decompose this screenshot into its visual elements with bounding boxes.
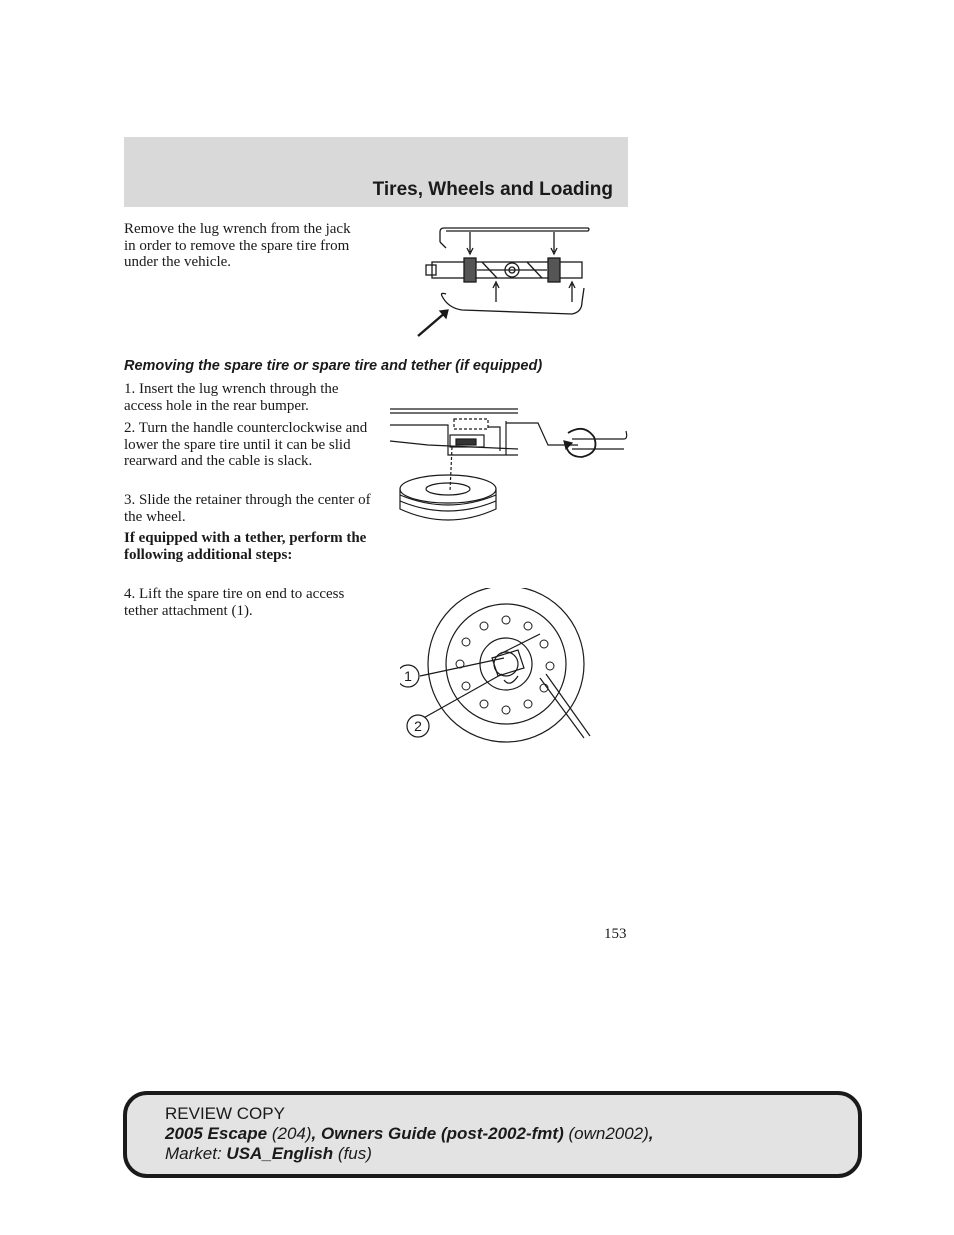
step-1: 1. Insert the lug wrench through the access hole in the rear bumper. bbox=[124, 381, 339, 414]
footer-review-copy: REVIEW COPY bbox=[165, 1104, 285, 1123]
footer-text: REVIEW COPY 2005 Escape (204), Owners Guide (post-2002-fmt) (own2002), Market: USA_English (fus) bbox=[165, 1104, 654, 1163]
callout-1: 1 bbox=[404, 668, 412, 684]
step-3: 3. Slide the retainer through the center of the wheel. bbox=[124, 492, 371, 525]
tether-attachment-figure bbox=[400, 588, 596, 748]
intro-paragraph: Remove the lug wrench from the jack in order to remove the spare tire from under the vehicle. bbox=[124, 221, 351, 271]
footer-model: 2005 Escape bbox=[165, 1124, 268, 1143]
step-2: 2. Turn the handle counterclockwise and lower the spare tire until it can be slid rearward and the cable is slack. bbox=[124, 420, 368, 470]
footer-market-code: (fus) bbox=[337, 1144, 372, 1163]
footer-market-label: Market: bbox=[165, 1144, 222, 1163]
callout-2: 2 bbox=[414, 718, 422, 734]
footer-review-box bbox=[123, 1091, 862, 1178]
footer-guide-code: (own2002) bbox=[568, 1124, 649, 1143]
footer-guide: Owners Guide (post-2002-fmt) bbox=[320, 1124, 564, 1143]
step-4: 4. Lift the spare tire on end to access tether attachment (1). bbox=[124, 586, 345, 619]
footer-model-code: (204) bbox=[271, 1124, 312, 1143]
header-band bbox=[124, 137, 628, 207]
jack-lug-wrench-figure bbox=[412, 222, 592, 342]
section-title: Tires, Wheels and Loading bbox=[372, 179, 613, 200]
footer-market: USA_English bbox=[226, 1144, 334, 1163]
tether-note: If equipped with a tether, perform the following additional steps: bbox=[124, 530, 367, 563]
lowering-spare-tire-figure bbox=[388, 405, 628, 525]
sub-heading: Removing the spare tire or spare tire and tether (if equipped) bbox=[124, 358, 543, 374]
page-number: 153 bbox=[604, 926, 627, 942]
